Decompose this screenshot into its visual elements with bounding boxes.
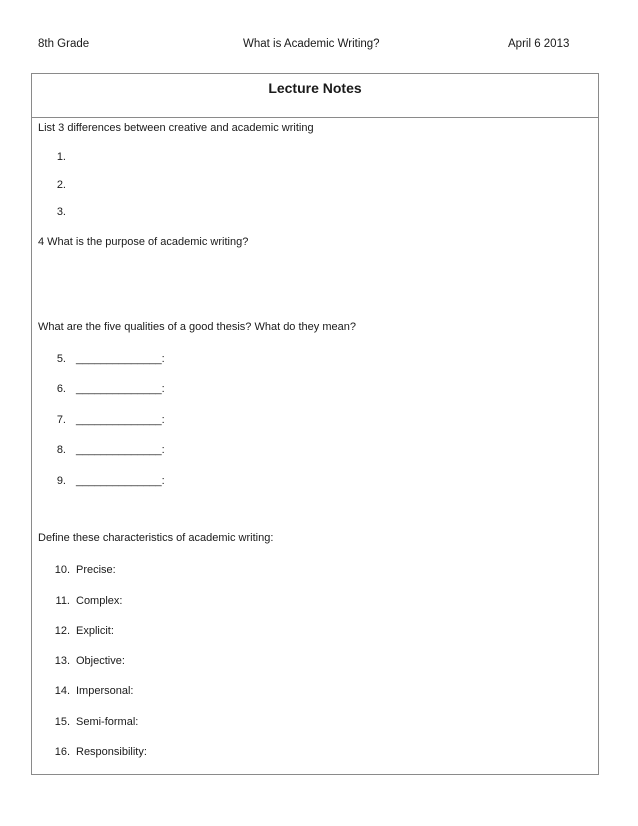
list-item-term: Complex:	[76, 595, 123, 607]
section4-prompt: Define these characteristics of academic writing:	[38, 532, 274, 544]
section2-prompt: 4 What is the purpose of academic writing?	[38, 236, 249, 248]
list-number: 8.	[56, 444, 66, 456]
list-item-term: Responsibility:	[76, 746, 147, 758]
list-number: 12.	[54, 625, 70, 637]
notes-table	[31, 73, 599, 775]
list-item-blank: ______________:	[76, 475, 165, 487]
list-number: 10.	[54, 564, 70, 576]
header-date: April 6 2013	[508, 38, 570, 50]
list-number: 13.	[54, 655, 70, 667]
list-item-term: Precise:	[76, 564, 116, 576]
list-number: 2.	[56, 179, 66, 191]
list-number: 14.	[54, 685, 70, 697]
list-item-blank: ______________:	[76, 414, 165, 426]
list-number: 6.	[56, 383, 66, 395]
list-item-blank: ______________:	[76, 383, 165, 395]
section1-prompt: List 3 differences between creative and academic writing	[38, 122, 314, 134]
list-number: 11.	[55, 595, 70, 607]
section3-prompt: What are the five qualities of a good thesis? What do they mean?	[38, 321, 356, 333]
list-item-blank: ______________:	[76, 353, 165, 365]
page-header	[38, 38, 568, 54]
list-item-term: Objective:	[76, 655, 125, 667]
list-item-term: Semi-formal:	[76, 716, 139, 728]
title-row	[32, 74, 598, 118]
header-topic: What is Academic Writing?	[243, 38, 380, 50]
page-title: Lecture Notes	[268, 80, 362, 96]
list-number: 15.	[54, 716, 70, 728]
list-number: 7.	[56, 414, 66, 426]
list-number: 16.	[54, 746, 70, 758]
list-number: 1.	[56, 151, 66, 163]
list-number: 5.	[56, 353, 66, 365]
list-number: 9.	[56, 475, 66, 487]
list-item-term: Impersonal:	[76, 685, 134, 697]
list-item-blank: ______________:	[76, 444, 165, 456]
list-item-term: Explicit:	[76, 625, 114, 637]
header-grade: 8th Grade	[38, 38, 90, 50]
list-number: 3.	[56, 206, 66, 218]
